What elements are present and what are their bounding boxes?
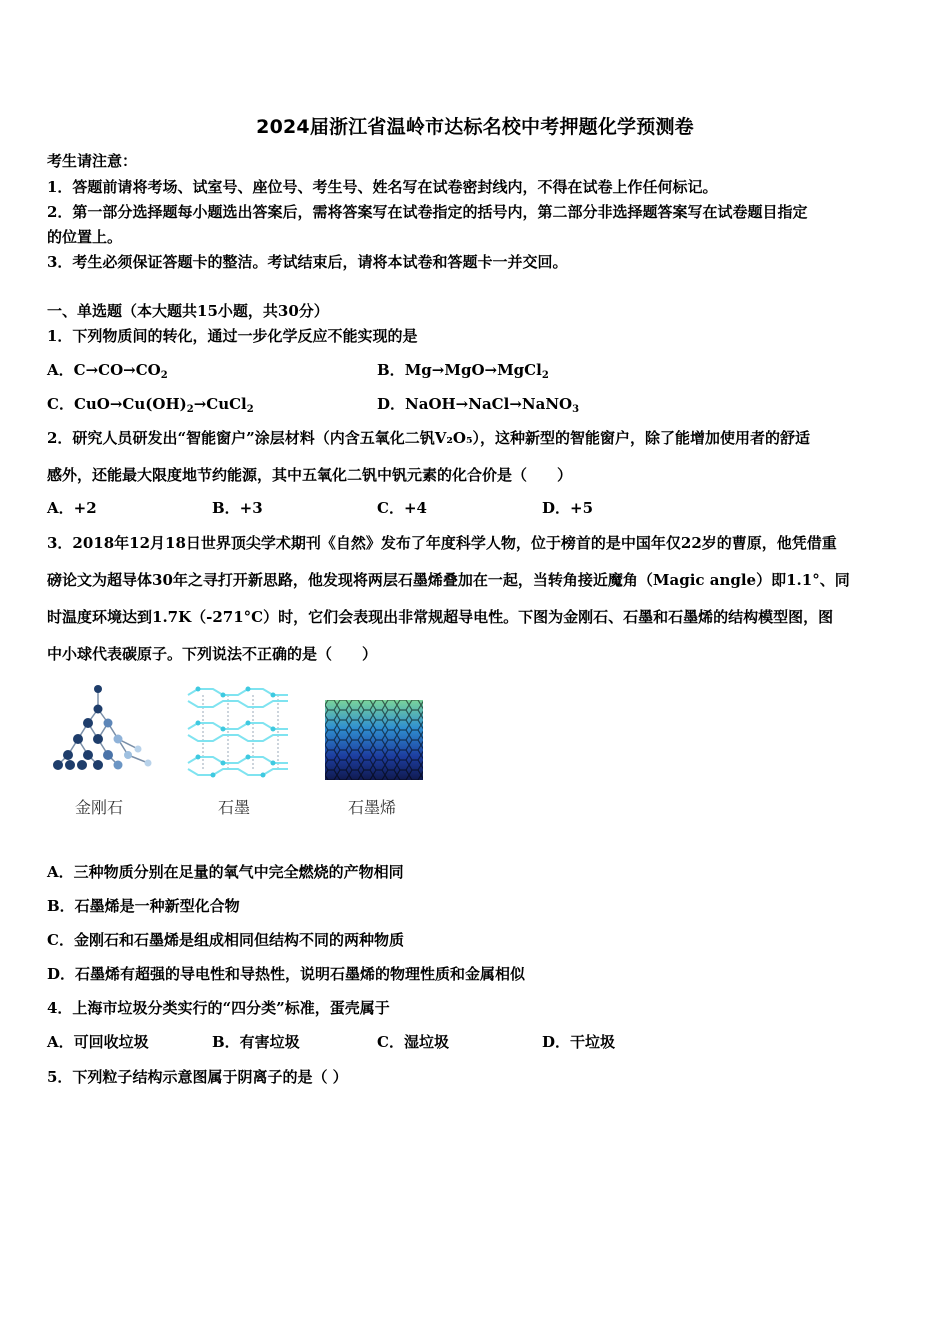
q3-line-1: 3．2018年12月18日世界顶尖学术期刊《自然》发布了年度科学人物，位于榜首的是中国年仅22岁的曹原，他凭借重 <box>47 534 837 552</box>
q2-line-1: 2．研究人员研发出“智能窗户”涂层材料（内含五氧化二钒V₂O₅），这种新型的智能窗户，除了能增加使用者的舒适 <box>47 429 811 447</box>
graphene-structure-image <box>325 700 423 780</box>
notice-item-2: 2．第一部分选择题每小题选出答案后，需将答案写在试卷指定的括号内，第二部分非选择题答案写在试卷题目指定 <box>47 203 808 221</box>
q3-option-a: A．三种物质分别在足量的氧气中完全燃烧的产物相同 <box>47 863 404 881</box>
q1-option-c-sub2: 2 <box>246 404 254 415</box>
q1-option-c-text: CuO→Cu(OH) <box>73 395 187 413</box>
q3-line-2: 磅论文为超导体30年之寻打开新思路，他发现将两层石墨烯叠加在一起，当转角接近魔角（Magic angle）即1.1°、同 <box>47 571 850 589</box>
notice-item-3: 3．考生必须保证答题卡的整洁。考试结束后，请将本试卷和答题卡一并交回。 <box>47 253 568 271</box>
diamond-structure-image <box>48 683 158 778</box>
q1-option-a-text: C→CO→CO <box>73 361 161 379</box>
q4-option-c: C．湿垃圾 <box>377 1033 449 1051</box>
q1-option-a-label: A． <box>47 361 74 379</box>
q1-option-a <box>47 360 168 380</box>
diamond-caption: 金刚石 <box>75 798 124 817</box>
q2-line-2: 感外，还能最大限度地节约能源，其中五氧化二钒中钒元素的化合价是（ ） <box>47 466 573 484</box>
notice-item-2-cont: 的位置上。 <box>47 228 123 246</box>
q5-stem: 5．下列粒子结构示意图属于阴离子的是（ ） <box>47 1068 348 1086</box>
graphite-structure-image <box>183 683 293 778</box>
q1-option-b-text: Mg→MgO→MgCl <box>404 361 542 379</box>
graphene-caption: 石墨烯 <box>348 798 397 817</box>
q2-option-d: D．+5 <box>542 499 594 517</box>
q3-line-4: 中小球代表碳原子。下列说法不正确的是（ ） <box>47 645 378 663</box>
q4-option-d: D．干垃圾 <box>542 1033 616 1051</box>
q1-option-d-label: D． <box>377 395 406 413</box>
graphite-caption: 石墨 <box>218 798 251 817</box>
q3-line-3: 时温度环境达到1.7K（-271°C）时，它们会表现出非常规超导电性。下图为金刚石、石墨和石墨烯的结构模型图，图 <box>47 608 834 626</box>
section-heading: 一、单选题（本大题共15小题，共30分） <box>47 302 329 320</box>
q1-option-d <box>377 394 579 414</box>
q3-option-b: B．石墨烯是一种新型化合物 <box>47 897 240 915</box>
q4-option-b: B．有害垃圾 <box>212 1033 300 1051</box>
notice-item-1: 1．答题前请将考场、试室号、座位号、考生号、姓名写在试卷密封线内，不得在试卷上作任何标记。 <box>47 178 718 196</box>
exam-title: 2024届浙江省温岭市达标名校中考押题化学预测卷 <box>256 116 694 138</box>
q4-stem: 4．上海市垃圾分类实行的“四分类”标准，蛋壳属于 <box>47 999 390 1017</box>
q1-option-d-text: NaOH→NaCl→NaNO <box>405 395 573 413</box>
q2-option-a: A．+2 <box>47 499 97 517</box>
q1-option-b-sub: 2 <box>541 370 549 381</box>
notice-heading: 考生请注意： <box>47 152 138 170</box>
q1-option-c-sub1: 2 <box>186 404 194 415</box>
q1-option-a-sub: 2 <box>160 370 168 381</box>
q1-option-c-label: C． <box>47 395 74 413</box>
q1-option-b-label: B． <box>377 361 405 379</box>
q4-option-a: A．可回收垃圾 <box>47 1033 149 1051</box>
q2-option-b: B．+3 <box>212 499 263 517</box>
q2-option-c: C．+4 <box>377 499 427 517</box>
q3-option-d: D．石墨烯有超强的导电性和导热性，说明石墨烯的物理性质和金属相似 <box>47 965 526 983</box>
q1-option-d-sub: 3 <box>572 404 580 415</box>
q3-option-c: C．金刚石和石墨烯是组成相同但结构不同的两种物质 <box>47 931 404 949</box>
q1-stem: 1．下列物质间的转化，通过一步化学反应不能实现的是 <box>47 327 418 345</box>
q1-option-c-text2: →CuCl <box>193 395 247 413</box>
q1-option-c <box>47 394 254 414</box>
q1-option-b <box>377 360 549 380</box>
